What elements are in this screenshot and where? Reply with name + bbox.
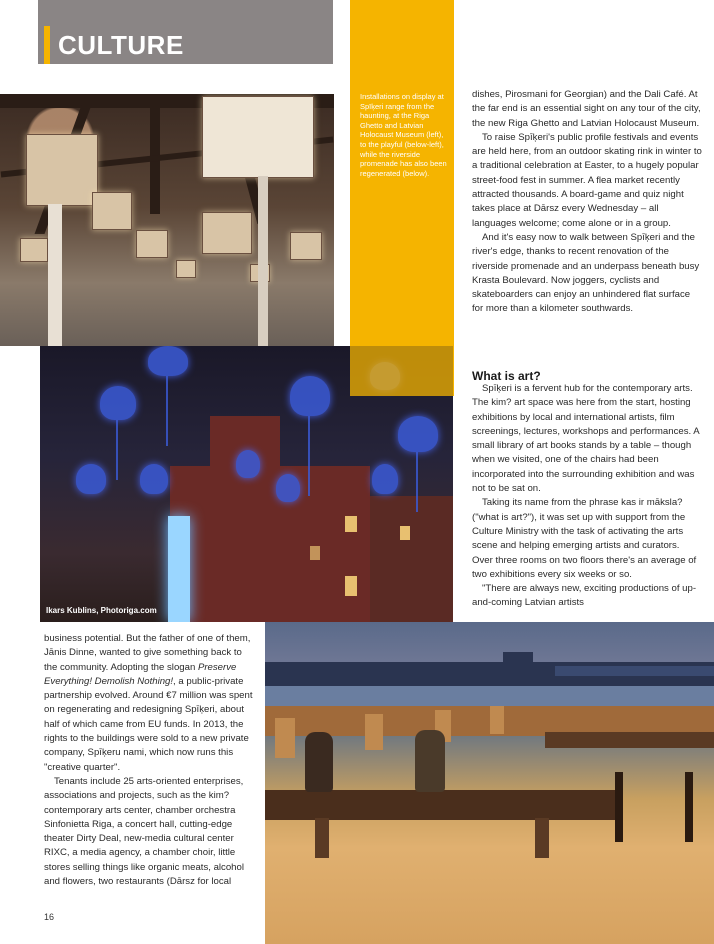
paragraph: dishes, Pirosmani for Georgian) and the Dali Café. At the far end is an essential sight on any tour of the city, the new Riga Ghetto and Latvian Holocaust Museum. <box>472 89 701 129</box>
paragraph: business potential. But the father of one of them, Jānis Dinne, wanted to give something back to the community. Adopting the slogan Preserve Everything! Demolish Nothing!, a public-private partnership evolved. Around €7 million was spent on regenerating and redesigning Spīķeri, about half of which came from EU funds. In 2013, the rights to the buildings were sold to a new private company, Spīķeru nami, which now runs this "creative quarter". <box>44 633 253 773</box>
photo-caption: Installations on display at Spīķeri range from the haunting, at the Riga Ghetto and Latvian Holocaust Museum (left), to the playful (below-left), while the riverside promenade has also been regenerated (below). <box>360 92 447 178</box>
page-number: 16 <box>44 912 55 922</box>
paragraph: Spīķeri is a fervent hub for the contemporary arts. The kim? art space was here from the start, hosting exhibitions by local and international artists, film screenings, lectures, workshops and performances. A small library of art books stands by a table – though when we visited, one of the chairs had been incorporated into the surrounding exhibition and was not to be sat on. <box>472 383 700 495</box>
paragraph: Tenants include 25 arts-oriented enterprises, associations and projects, such as the kim? contemporary arts center, chamber orchestra Sinfonietta Riga, a concert hall, cutting-edge theater Dirty Deal, new-media cultural center RIXC, a media agency, a chamber choir, little stores selling things like organic meats, alcohol and flowers, two restaurants (Dārsz for local <box>44 775 244 888</box>
photo-credit: Ikars Kublins, Photoriga.com <box>46 606 157 615</box>
banner-accent-bar <box>44 26 50 64</box>
section-heading: What is art? <box>472 369 541 383</box>
right-column-text-continued <box>472 382 702 611</box>
museum-hall-photo <box>0 94 334 346</box>
riverside-promenade-photo <box>265 622 714 944</box>
slogan: Preserve Everything! Demolish Nothing! <box>44 661 237 687</box>
paragraph: Taking its name from the phrase kas ir māksla? ("what is art?"), it was set up with support from the Culture Ministry with the task of activating the arts scene and helping emerging artists and curators. Over three rooms on two floors there's an average of two exhibitions every six weeks or so. <box>472 497 697 580</box>
left-column-text <box>44 632 256 889</box>
caption-panel <box>350 0 454 396</box>
paragraph: And it's easy now to walk between Spīķeri and the river's edge, thanks to recent renovation of the riverside promenade and an underpass beneath busy Krasta Boulevard. Now joggers, cyclists and skateboarders can enjoy an unhindered flat surface for more than a kilometer southwards. <box>472 231 700 315</box>
caption-panel-overlap <box>350 346 454 396</box>
paragraph: "There are always new, exciting productions of up-and-coming Latvian artists <box>472 583 697 609</box>
right-column-text <box>472 88 702 317</box>
section-title: CULTURE <box>58 30 184 60</box>
paragraph: To raise Spīķeri's public profile festivals and events are held here, from an outdoor skating rink in winter to a traditional celebration at Easter, to a hugely popular street-food fest in summer. A flea market recently attracted thousands. A board-game and quiz night takes place at Dārsz every Wednesday – all languages welcome; come alone or in a group. <box>472 131 702 229</box>
